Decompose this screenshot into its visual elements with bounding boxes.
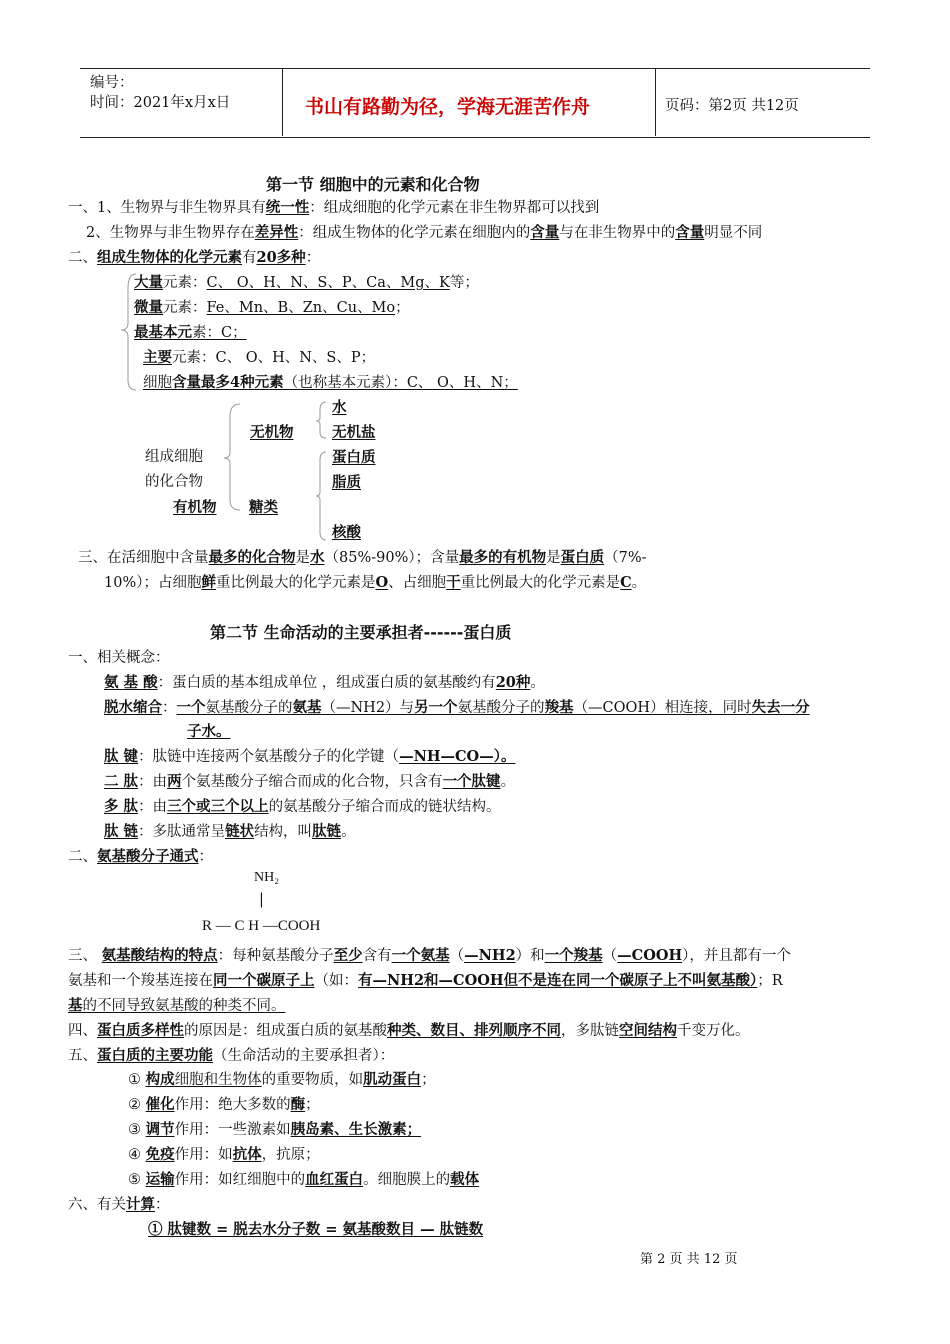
main-elements: 主要元素：C、 O、H、N、S、P；: [143, 349, 376, 366]
paragraph: 四、蛋白质多样性的原因是：组成蛋白质的氨基酸种类、数目、排列顺序不同，多肽链空间结构千变万化。: [68, 1022, 750, 1039]
compound-label: 组成细胞: [145, 449, 203, 465]
formula-bond: |: [259, 892, 264, 908]
function-item: ④ 免疫作用：如抗体，抗原；: [128, 1146, 320, 1163]
subsection-heading: 五、蛋白质的主要功能（生命活动的主要承担者）：: [68, 1047, 395, 1064]
inorganic-label: 无机物: [250, 424, 294, 441]
paragraph: 二、组成生物体的化学元素有20多种：: [68, 249, 321, 266]
subsection-heading: 六、有关计算：: [68, 1196, 170, 1213]
formula-nh2: NH₂: [254, 870, 280, 885]
function-item: ③ 调节作用：一些激素如胰岛素、生长激素；: [128, 1121, 422, 1138]
definition-amino-acid: 氨 基 酸：蛋白质的基本组成单位 ，组成蛋白质的氨基酸约有20种。: [104, 674, 545, 691]
organic-label: 有机物: [173, 499, 217, 516]
formula-main: R — C H —COOH: [202, 918, 321, 934]
definition-dehydration: 脱水缩合：一个氨基酸分子的氨基（—NH2）与另一个氨基酸分子的羧基（—COOH）相连接，同时失去一分: [104, 699, 810, 716]
cell-elements: 细胞含量最多4种元素（也称基本元素）：C、 O、H、N；: [143, 374, 518, 391]
protein-label: 蛋白质: [332, 449, 376, 466]
header-motto: 书山有路勤为径，学海无涯苦作舟: [305, 96, 591, 118]
element-bracket: [118, 268, 138, 398]
section2-title: 第二节 生命活动的主要承担者------蛋白质: [210, 623, 512, 642]
basic-element: 最基本元素：C；: [134, 324, 247, 341]
definition-dipeptide: 二 肽：由两个氨基酸分子缩合而成的化合物，只含有一个肽键。: [104, 773, 516, 790]
macro-elements: 大量元素：C、 O、H、N、S、P、Ca、Mg、K等；: [134, 274, 479, 291]
definition-peptide-chain: 肽 链：多肽通常呈链状结构，叫肽链。: [104, 823, 356, 840]
paragraph: 三、 氨基酸结构的特点：每种氨基酸分子至少含有一个氨基（—NH2）和一个羧基（—COOH），并且都有一个: [68, 947, 791, 964]
definition-polypeptide: 多 肽：由三个或三个以上的氨基酸分子缩合而成的链状结构。: [104, 798, 501, 815]
organic-bracket: [314, 450, 328, 542]
lipid-label: 脂质: [332, 474, 361, 491]
compound-label: 的化合物: [145, 474, 203, 490]
header-divider: [655, 68, 656, 136]
function-item: ⑤ 运输作用：如红细胞中的血红蛋白。细胞膜上的载体: [128, 1171, 480, 1188]
doc-number-label: 编号：: [90, 75, 134, 91]
header-page-label: 页码：第2页 共12页: [665, 98, 799, 114]
paragraph: 氨基和一个羧基连接在同一个碳原子上（如：有—NH2和—COOH但不是连在同一个碳原子上不叫氨基酸）；R: [68, 972, 783, 989]
paragraph: 三、在活细胞中含量最多的化合物是水（85%-90%）；含量最多的有机物是蛋白质（7%-: [78, 549, 647, 566]
paragraph: 10%）；占细胞鲜重比例最大的化学元素是O、占细胞干重比例最大的化学元素是C。: [104, 574, 647, 591]
micro-elements: 微量元素：Fe、Mn、B、Zn、Cu、Mo；: [134, 299, 410, 316]
sugar-label: 糖类: [249, 499, 278, 516]
function-item: ② 催化作用：绝大多数的酶；: [128, 1096, 320, 1113]
paragraph: 2、生物界与非生物界存在差异性：组成生物体的化学元素在细胞内的含量与在非生物界中的含量明显不同: [86, 224, 763, 241]
header-divider: [282, 68, 283, 136]
footer-page-number: 第 2 页 共 12 页: [640, 1252, 738, 1267]
subsection-heading: 二、氨基酸分子通式：: [68, 848, 213, 865]
section1-title: 第一节 细胞中的元素和化合物: [266, 175, 480, 194]
function-item: ① 构成细胞和生物体的重要物质，如肌动蛋白；: [128, 1071, 436, 1088]
definition-peptide-bond: 肽 键：肽链中连接两个氨基酸分子的化学键（—NH—CO—）。: [104, 748, 516, 765]
paragraph: 一、1、生物界与非生物界具有统一性：组成细胞的化学元素在非生物界都可以找到: [68, 199, 600, 216]
compound-bracket: [222, 402, 242, 512]
salt-label: 无机盐: [332, 424, 376, 441]
inorganic-bracket: [314, 400, 328, 440]
doc-date-label: 时间：2021年x月x日: [90, 95, 231, 111]
nucleic-label: 核酸: [332, 524, 361, 541]
calculation-formula: ① 肽键数 = 脱去水分子数 = 氨基酸数目 — 肽链数: [148, 1221, 484, 1238]
water-label: 水: [332, 399, 347, 416]
paragraph: 基的不同导致氨基酸的种类不同。: [68, 997, 286, 1014]
subsection-heading: 一、相关概念：: [68, 650, 170, 666]
definition-dehydration-cont: 子水。: [187, 723, 231, 740]
